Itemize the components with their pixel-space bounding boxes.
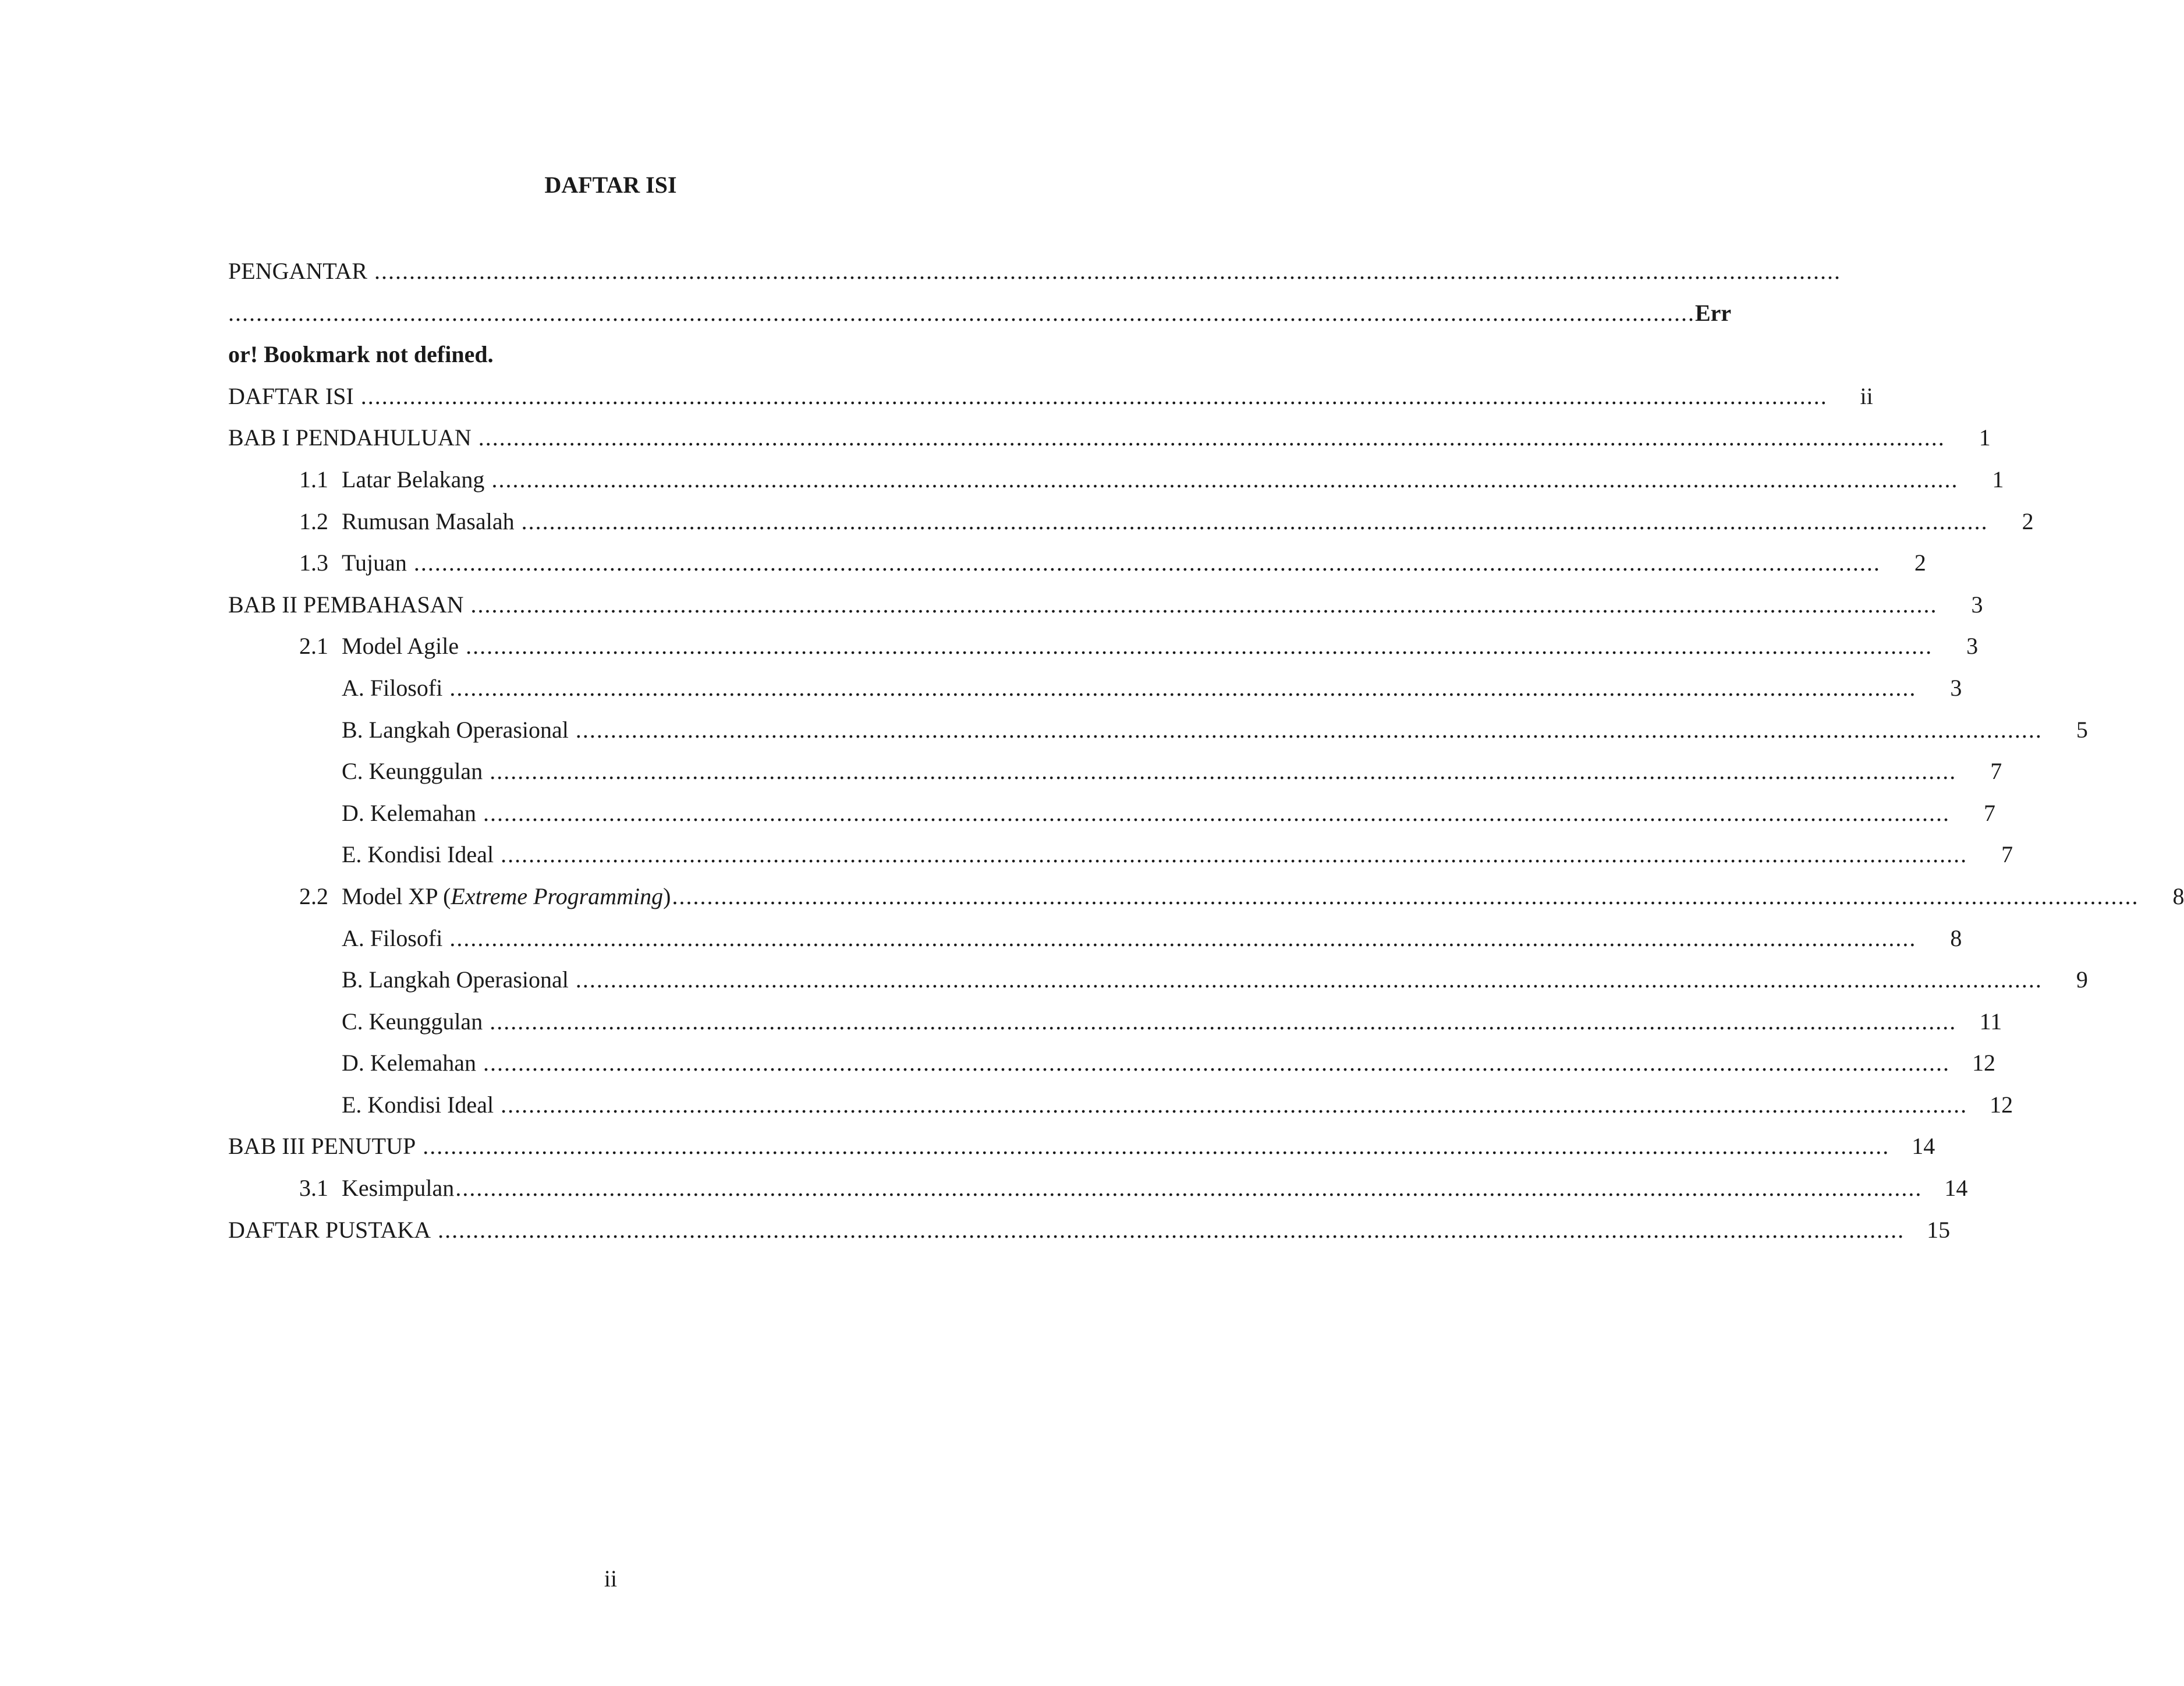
toc-entry-2-1-c[interactable] bbox=[228, 750, 2002, 792]
leader-dots: .................................................................................................................................................................................................................. bbox=[575, 966, 2043, 993]
toc-entry-daftar-isi[interactable] bbox=[228, 376, 1873, 417]
toc-page-number: 11 bbox=[1979, 1008, 2002, 1035]
toc-page-number: 3 bbox=[1971, 591, 1983, 618]
section-number: 1.2 bbox=[299, 508, 328, 534]
toc-error-line bbox=[228, 292, 1732, 334]
leader-dots: .................................................................................................................................................................................................................. bbox=[455, 1175, 1923, 1202]
bookmark-error-text: or! Bookmark not defined. bbox=[228, 341, 494, 368]
toc-entry-2-2-e[interactable] bbox=[228, 1084, 2013, 1126]
toc-entry-label: Kesimpulan bbox=[342, 1175, 455, 1202]
toc-entry-bab-1[interactable] bbox=[228, 417, 1991, 459]
toc-entry-label: BAB II PEMBAHASAN bbox=[228, 591, 464, 618]
toc-entry-3-1[interactable] bbox=[228, 1167, 1968, 1209]
toc-page-number: 7 bbox=[1984, 799, 1996, 826]
toc-entry-1-1[interactable] bbox=[228, 459, 2004, 501]
toc-entry-label: BAB III PENUTUP bbox=[228, 1133, 416, 1160]
toc-entry-bab-2[interactable] bbox=[228, 584, 1983, 626]
toc-entry-2-2-c[interactable] bbox=[228, 1001, 2002, 1043]
toc-entry-label: C. Keunggulan bbox=[342, 758, 483, 785]
leader-dots: .................................................................................................................................................................................................................. bbox=[490, 1008, 1957, 1035]
toc-page-number: 12 bbox=[1990, 1091, 2013, 1118]
toc-entry-pengantar[interactable] bbox=[228, 250, 1842, 292]
toc-entry-label: C. Keunggulan bbox=[342, 1008, 483, 1035]
toc-entry-label: Model Agile bbox=[342, 633, 459, 660]
toc-entry-label: Rumusan Masalah bbox=[342, 508, 515, 534]
leader-dots: .................................................................................................................................................................................................................. bbox=[470, 591, 1938, 618]
toc-page-number: 8 bbox=[2172, 883, 2184, 909]
leader-dots: .................................................................................................................................................................................................................. bbox=[374, 258, 1842, 284]
toc-entry-daftar-pustaka[interactable] bbox=[228, 1209, 1951, 1251]
toc-page-number: 2 bbox=[2022, 508, 2034, 534]
section-number: 2.1 bbox=[299, 633, 328, 660]
toc-entry-1-2[interactable] bbox=[228, 501, 2034, 543]
toc-entry-label: D. Kelemahan bbox=[342, 799, 477, 826]
leader-dots: .................................................................................................................................................................................................................. bbox=[575, 716, 2043, 743]
toc-entry-label: E. Kondisi Ideal bbox=[342, 1091, 494, 1118]
toc-page-number: 9 bbox=[2076, 966, 2088, 993]
section-number: 1.1 bbox=[299, 466, 328, 493]
toc-entry-2-1[interactable] bbox=[228, 625, 1979, 667]
section-number: 1.3 bbox=[299, 550, 328, 576]
toc-page-number: 2 bbox=[1914, 550, 1926, 576]
leader-dots: .................................................................................................................................................................................................................. bbox=[438, 1216, 1905, 1243]
toc-entry-label: Latar Belakang bbox=[342, 466, 485, 493]
toc-entry-label-suffix: ) bbox=[663, 883, 671, 909]
leader-dots: .................................................................................................................................................................................................................. bbox=[490, 758, 1957, 785]
toc-page-number: 12 bbox=[1972, 1050, 1996, 1076]
toc-entry-label: A. Filosofi bbox=[342, 925, 443, 951]
leader-dots: .................................................................................................................................................................................................................. bbox=[521, 508, 1988, 534]
leader-dots: .................................................................................................................................................................................................................. bbox=[483, 1050, 1951, 1076]
toc-page-number: 14 bbox=[1912, 1133, 1935, 1160]
leader-dots: .................................................................................................................................................................................................................. bbox=[413, 550, 1881, 576]
leader-dots: .................................................................................................................................................................................................................. bbox=[423, 1133, 1890, 1160]
toc-page-number: 7 bbox=[1990, 758, 2002, 785]
toc-page-number: 3 bbox=[1966, 633, 1979, 660]
toc-entry-2-1-e[interactable] bbox=[228, 834, 2013, 876]
leader-dots: .................................................................................................................................................................................................................. bbox=[449, 674, 1917, 701]
page-title: DAFTAR ISI bbox=[544, 172, 677, 198]
toc-entry-label: DAFTAR PUSTAKA bbox=[228, 1216, 431, 1243]
toc-page-number: ii bbox=[1860, 382, 1873, 409]
toc-entry-label: B. Langkah Operasional bbox=[342, 966, 569, 993]
toc-entry-2-1-b[interactable] bbox=[228, 709, 2088, 751]
page-number: ii bbox=[604, 1565, 618, 1592]
toc-entry-2-2-d[interactable] bbox=[228, 1042, 1996, 1084]
toc-entry-2-2-a[interactable] bbox=[228, 918, 1962, 959]
leader-dots: .................................................................................................................................................................................................................. bbox=[491, 466, 1959, 493]
leader-dots: .................................................................................................................................................................................................................. bbox=[466, 633, 1933, 660]
leader-dots: .................................................................................................................................................................................................................. bbox=[672, 883, 2139, 909]
toc-entry-2-1-a[interactable] bbox=[228, 667, 1962, 709]
toc-page-number: 1 bbox=[1992, 466, 2004, 493]
toc-entry-label-prefix: Model XP ( bbox=[342, 883, 451, 909]
toc-page-number: 1 bbox=[1979, 424, 1991, 451]
toc-page-number: 14 bbox=[1944, 1175, 1968, 1202]
toc-entry-label: Tujuan bbox=[342, 550, 407, 576]
table-of-contents bbox=[228, 250, 2184, 1251]
toc-entry-bab-3[interactable] bbox=[228, 1125, 1935, 1167]
toc-page-number: 3 bbox=[1950, 674, 1962, 701]
leader-dots: .................................................................................................................................................................................................................. bbox=[228, 299, 1695, 326]
toc-entry-2-2[interactable] bbox=[228, 876, 2184, 918]
toc-page-number: 8 bbox=[1950, 925, 1962, 951]
leader-dots: .................................................................................................................................................................................................................. bbox=[483, 799, 1951, 826]
toc-entry-label: E. Kondisi Ideal bbox=[342, 841, 494, 868]
leader-dots: .................................................................................................................................................................................................................. bbox=[478, 424, 1945, 451]
toc-entry-label: A. Filosofi bbox=[342, 674, 443, 701]
section-number: 3.1 bbox=[299, 1175, 328, 1202]
toc-entry-label: D. Kelemahan bbox=[342, 1050, 477, 1076]
toc-entry-2-1-d[interactable] bbox=[228, 792, 1996, 834]
toc-page-number: 15 bbox=[1927, 1216, 1951, 1243]
toc-entry-1-3[interactable] bbox=[228, 542, 1926, 584]
toc-entry-label: BAB I PENDAHULUAN bbox=[228, 424, 471, 451]
toc-entry-label: B. Langkah Operasional bbox=[342, 716, 569, 743]
toc-entry-label-italic: Extreme Programming bbox=[451, 883, 664, 909]
toc-page-number: 5 bbox=[2076, 716, 2088, 743]
toc-error-line bbox=[228, 334, 1029, 376]
bookmark-error-text: Err bbox=[1695, 299, 1732, 326]
section-number: 2.2 bbox=[299, 883, 328, 909]
toc-entry-label: PENGANTAR bbox=[228, 258, 368, 284]
leader-dots: .................................................................................................................................................................................................................. bbox=[360, 382, 1828, 409]
toc-entry-2-2-b[interactable] bbox=[228, 959, 2088, 1001]
leader-dots: .................................................................................................................................................................................................................. bbox=[501, 1091, 1968, 1118]
toc-page-number: 7 bbox=[2001, 841, 2013, 868]
leader-dots: .................................................................................................................................................................................................................. bbox=[449, 925, 1917, 951]
leader-dots: .................................................................................................................................................................................................................. bbox=[501, 841, 1968, 868]
toc-entry-label: DAFTAR ISI bbox=[228, 382, 354, 409]
